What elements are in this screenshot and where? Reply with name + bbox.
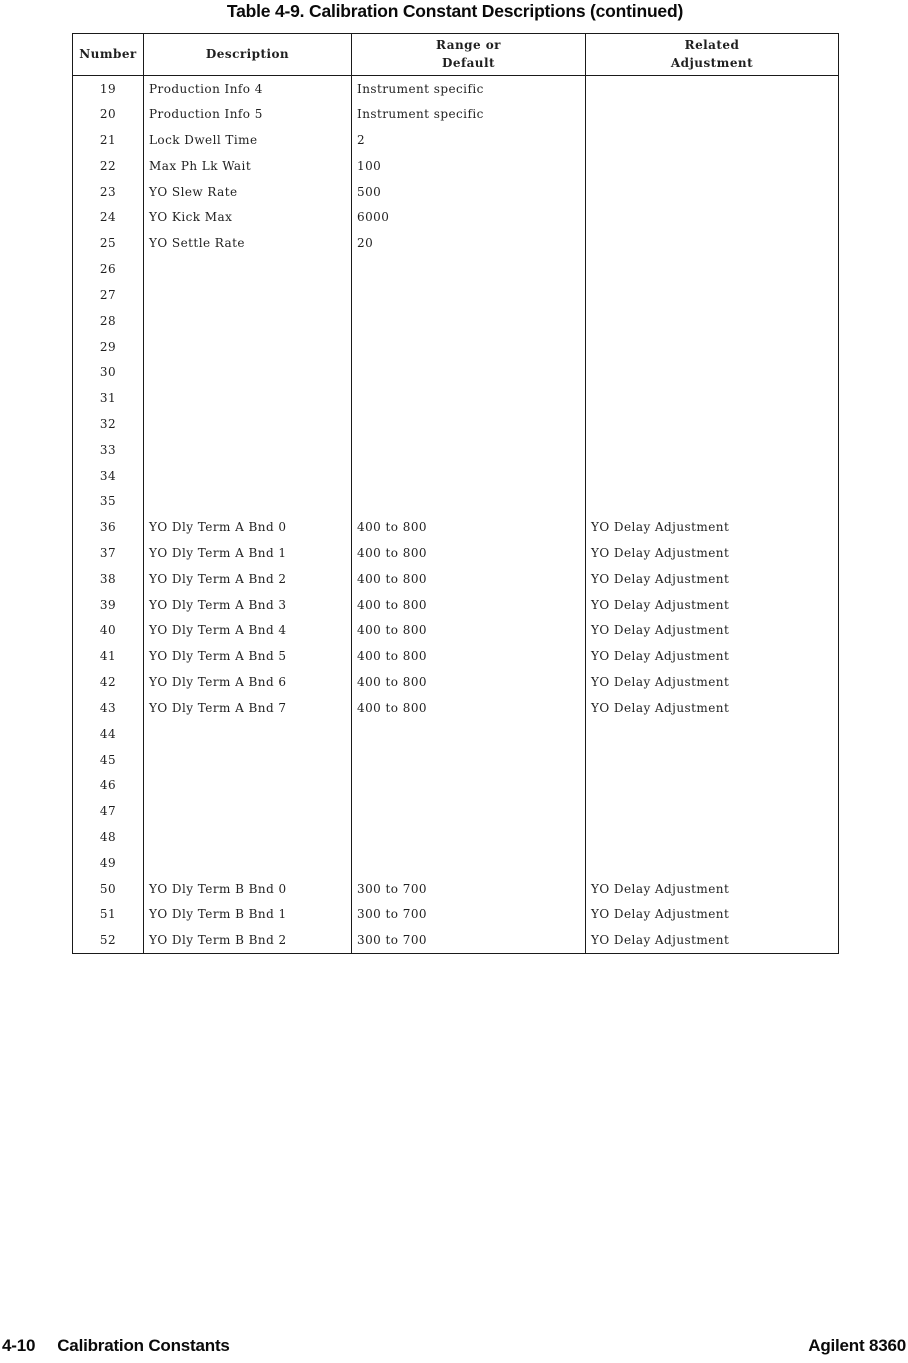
cell-adjustment bbox=[586, 230, 839, 256]
cell-range bbox=[352, 385, 586, 411]
cell-description: YO Dly Term A Bnd 3 bbox=[144, 592, 352, 618]
cell-number: 38 bbox=[99, 571, 117, 586]
column-header-label-line1: Range or bbox=[436, 38, 501, 53]
cell-number: 37 bbox=[99, 546, 117, 561]
table-row bbox=[73, 927, 839, 953]
table-row bbox=[73, 411, 839, 437]
cell-adjustment bbox=[586, 334, 839, 360]
cell-number: 50 bbox=[99, 881, 117, 896]
cell-range: 20 bbox=[352, 230, 586, 256]
cell-adjustment bbox=[586, 411, 839, 437]
cell-adjustment: YO Delay Adjustment bbox=[586, 927, 839, 953]
cell-adjustment bbox=[586, 463, 839, 489]
cell-adjustment bbox=[586, 153, 839, 179]
cell-adjustment bbox=[586, 359, 839, 385]
cell-number: 24 bbox=[99, 210, 117, 225]
table-row bbox=[73, 385, 839, 411]
table-row bbox=[73, 669, 839, 695]
cell-description bbox=[144, 359, 352, 385]
cell-adjustment bbox=[586, 205, 839, 231]
cell-description: YO Dly Term B Bnd 2 bbox=[144, 927, 352, 953]
cell-adjustment bbox=[586, 489, 839, 515]
cell-adjustment: YO Delay Adjustment bbox=[586, 540, 839, 566]
cell-description: Lock Dwell Time bbox=[144, 127, 352, 153]
cell-range: 6000 bbox=[352, 205, 586, 231]
cell-number: 44 bbox=[99, 726, 117, 741]
table-row bbox=[73, 230, 839, 256]
cell-number: 25 bbox=[99, 236, 117, 251]
cell-description bbox=[144, 721, 352, 747]
cell-description: YO Dly Term A Bnd 1 bbox=[144, 540, 352, 566]
table-row bbox=[73, 824, 839, 850]
cell-description bbox=[144, 463, 352, 489]
cell-description: YO Dly Term A Bnd 7 bbox=[144, 695, 352, 721]
page-number: 4-10 bbox=[2, 1336, 36, 1355]
cell-number: 45 bbox=[99, 752, 117, 767]
table-row bbox=[73, 798, 839, 824]
table-row bbox=[73, 256, 839, 282]
page-footer bbox=[2, 1336, 906, 1356]
cell-adjustment bbox=[586, 721, 839, 747]
cell-adjustment: YO Delay Adjustment bbox=[586, 566, 839, 592]
table-row bbox=[73, 721, 839, 747]
table-title: Table 4-9. Calibration Constant Descriptions (continued) bbox=[226, 1, 684, 21]
cell-number: 22 bbox=[99, 158, 117, 173]
cell-range: 400 to 800 bbox=[352, 618, 586, 644]
cell-description: YO Dly Term B Bnd 1 bbox=[144, 902, 352, 928]
table-row bbox=[73, 334, 839, 360]
cell-description: YO Dly Term A Bnd 0 bbox=[144, 514, 352, 540]
cell-number: 47 bbox=[99, 804, 117, 819]
cell-number: 21 bbox=[99, 133, 117, 148]
column-header-label-line2: Adjustment bbox=[670, 55, 754, 70]
cell-adjustment bbox=[586, 282, 839, 308]
column-header-number bbox=[73, 34, 144, 76]
cell-number: 26 bbox=[99, 262, 117, 277]
cell-range bbox=[352, 824, 586, 850]
cell-range: 400 to 800 bbox=[352, 592, 586, 618]
cell-number: 33 bbox=[99, 442, 117, 457]
cell-range: 300 to 700 bbox=[352, 927, 586, 953]
cell-range bbox=[352, 359, 586, 385]
cell-number: 39 bbox=[99, 597, 117, 612]
cell-adjustment: YO Delay Adjustment bbox=[586, 592, 839, 618]
cell-range: 400 to 800 bbox=[352, 514, 586, 540]
cell-description: Production Info 4 bbox=[144, 76, 352, 102]
table-row bbox=[73, 618, 839, 644]
cell-adjustment bbox=[586, 850, 839, 876]
cell-adjustment bbox=[586, 798, 839, 824]
cell-range: 400 to 800 bbox=[352, 643, 586, 669]
cell-description: YO Dly Term A Bnd 5 bbox=[144, 643, 352, 669]
table-row bbox=[73, 695, 839, 721]
table-row bbox=[73, 850, 839, 876]
cell-range bbox=[352, 256, 586, 282]
cell-number: 32 bbox=[99, 416, 117, 431]
cell-adjustment bbox=[586, 308, 839, 334]
cell-range: 100 bbox=[352, 153, 586, 179]
column-header-related-adjustment bbox=[586, 34, 839, 76]
table-row bbox=[73, 359, 839, 385]
column-header-label: Number bbox=[79, 46, 137, 61]
cell-description bbox=[144, 334, 352, 360]
table-row bbox=[73, 205, 839, 231]
cell-description: YO Dly Term A Bnd 4 bbox=[144, 618, 352, 644]
table-row bbox=[73, 153, 839, 179]
cell-adjustment bbox=[586, 747, 839, 773]
cell-number: 42 bbox=[99, 675, 117, 690]
table-row bbox=[73, 902, 839, 928]
column-header-label: Description bbox=[205, 46, 290, 61]
table-row bbox=[73, 772, 839, 798]
cell-number: 29 bbox=[99, 339, 117, 354]
table-row bbox=[73, 127, 839, 153]
cell-description bbox=[144, 824, 352, 850]
cell-number: 28 bbox=[99, 313, 117, 328]
cell-description bbox=[144, 489, 352, 515]
cell-description: YO Dly Term A Bnd 2 bbox=[144, 566, 352, 592]
cell-range bbox=[352, 334, 586, 360]
table-row bbox=[73, 540, 839, 566]
cell-number: 31 bbox=[99, 391, 117, 406]
cell-adjustment bbox=[586, 101, 839, 127]
cell-description bbox=[144, 850, 352, 876]
cell-number: 41 bbox=[99, 649, 117, 664]
cell-number: 34 bbox=[99, 468, 117, 483]
cell-range: 2 bbox=[352, 127, 586, 153]
footer-section-title: Calibration Constants bbox=[57, 1336, 230, 1355]
table-row bbox=[73, 489, 839, 515]
cell-number: 52 bbox=[99, 932, 117, 947]
cell-description: YO Kick Max bbox=[144, 205, 352, 231]
cell-range: 300 to 700 bbox=[352, 876, 586, 902]
cell-description: YO Dly Term A Bnd 6 bbox=[144, 669, 352, 695]
table-row bbox=[73, 308, 839, 334]
cell-range bbox=[352, 798, 586, 824]
cell-range bbox=[352, 772, 586, 798]
cell-adjustment bbox=[586, 76, 839, 102]
cell-range: Instrument specific bbox=[352, 76, 586, 102]
cell-adjustment: YO Delay Adjustment bbox=[586, 695, 839, 721]
cell-number: 27 bbox=[99, 287, 117, 302]
cell-number: 23 bbox=[99, 184, 117, 199]
table-row bbox=[73, 747, 839, 773]
cell-description: YO Settle Rate bbox=[144, 230, 352, 256]
cell-range: 400 to 800 bbox=[352, 669, 586, 695]
cell-number: 36 bbox=[99, 520, 117, 535]
cell-adjustment: YO Delay Adjustment bbox=[586, 669, 839, 695]
column-header-range-default bbox=[352, 34, 586, 76]
cell-range: 400 to 800 bbox=[352, 540, 586, 566]
table-row bbox=[73, 282, 839, 308]
table-row bbox=[73, 876, 839, 902]
table-row bbox=[73, 592, 839, 618]
cell-description: Production Info 5 bbox=[144, 101, 352, 127]
cell-description bbox=[144, 256, 352, 282]
cell-adjustment bbox=[586, 385, 839, 411]
table-row bbox=[73, 514, 839, 540]
cell-description bbox=[144, 747, 352, 773]
cell-adjustment bbox=[586, 127, 839, 153]
cell-description bbox=[144, 385, 352, 411]
cell-description: YO Slew Rate bbox=[144, 179, 352, 205]
cell-range bbox=[352, 437, 586, 463]
cell-range bbox=[352, 489, 586, 515]
cell-description bbox=[144, 411, 352, 437]
cell-number: 49 bbox=[99, 855, 117, 870]
cell-number: 20 bbox=[99, 107, 117, 122]
cell-range bbox=[352, 747, 586, 773]
cell-number: 43 bbox=[99, 700, 117, 715]
cell-number: 35 bbox=[99, 494, 117, 509]
table-row bbox=[73, 566, 839, 592]
table-row bbox=[73, 76, 839, 102]
column-header-label-line2: Default bbox=[442, 55, 495, 70]
cell-adjustment: YO Delay Adjustment bbox=[586, 876, 839, 902]
cell-adjustment bbox=[586, 179, 839, 205]
column-header-description bbox=[144, 34, 352, 76]
table-row bbox=[73, 463, 839, 489]
cell-range bbox=[352, 463, 586, 489]
cell-range bbox=[352, 850, 586, 876]
cell-number: 51 bbox=[99, 907, 117, 922]
cell-description bbox=[144, 282, 352, 308]
header-row bbox=[73, 34, 839, 76]
cell-adjustment: YO Delay Adjustment bbox=[586, 643, 839, 669]
cell-number: 30 bbox=[99, 365, 117, 380]
cell-adjustment bbox=[586, 772, 839, 798]
cell-description bbox=[144, 437, 352, 463]
cell-range bbox=[352, 721, 586, 747]
table-row bbox=[73, 101, 839, 127]
cell-number: 40 bbox=[99, 623, 117, 638]
cell-number: 48 bbox=[99, 829, 117, 844]
footer-left bbox=[2, 1336, 230, 1356]
cell-range: 300 to 700 bbox=[352, 902, 586, 928]
cell-range: 500 bbox=[352, 179, 586, 205]
table-row bbox=[73, 179, 839, 205]
cell-adjustment bbox=[586, 256, 839, 282]
table-row bbox=[73, 437, 839, 463]
cell-adjustment: YO Delay Adjustment bbox=[586, 618, 839, 644]
cell-range: 400 to 800 bbox=[352, 566, 586, 592]
cell-description: Max Ph Lk Wait bbox=[144, 153, 352, 179]
cell-adjustment: YO Delay Adjustment bbox=[586, 514, 839, 540]
cell-adjustment bbox=[586, 824, 839, 850]
calibration-constants-table bbox=[72, 33, 839, 954]
cell-description bbox=[144, 798, 352, 824]
footer-product-name: Agilent 8360 bbox=[808, 1336, 906, 1355]
cell-range: 400 to 800 bbox=[352, 695, 586, 721]
table-row bbox=[73, 643, 839, 669]
cell-range bbox=[352, 282, 586, 308]
cell-range: Instrument specific bbox=[352, 101, 586, 127]
cell-number: 46 bbox=[99, 778, 117, 793]
cell-adjustment bbox=[586, 437, 839, 463]
cell-number: 19 bbox=[99, 81, 117, 96]
cell-description bbox=[144, 772, 352, 798]
cell-description bbox=[144, 308, 352, 334]
cell-adjustment: YO Delay Adjustment bbox=[586, 902, 839, 928]
cell-range bbox=[352, 411, 586, 437]
column-header-label-line1: Related bbox=[684, 38, 740, 53]
cell-range bbox=[352, 308, 586, 334]
cell-description: YO Dly Term B Bnd 0 bbox=[144, 876, 352, 902]
